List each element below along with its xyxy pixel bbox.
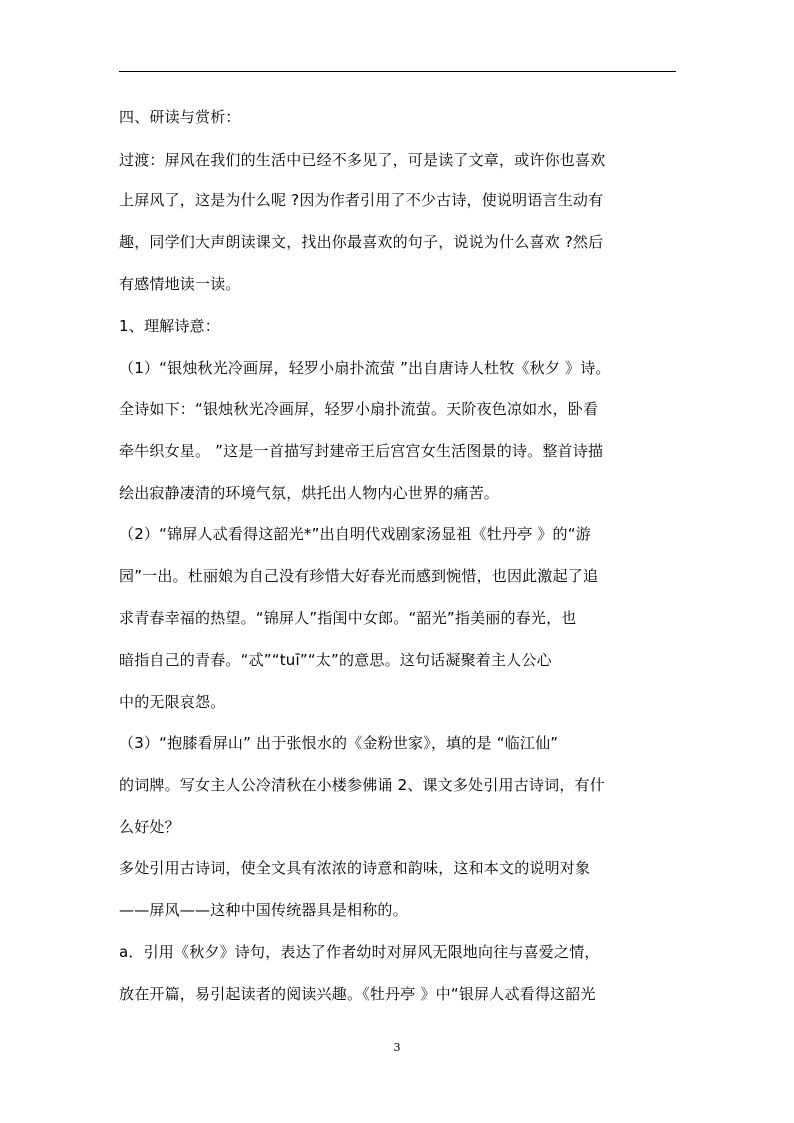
text-line: （3）“抱膝看屏山” 出于张恨水的《金粉世家》，填的是 “临江仙”	[119, 734, 559, 752]
text-line: a．引用《秋夕》诗句，表达了作者幼时对屏风无限地向往与喜爱之情，	[119, 943, 600, 961]
text-line: 趣，同学们大声朗读课文，找出你最喜欢的句子，说说为什么喜欢 ?然后	[119, 233, 604, 251]
text-line: （2）“锦屏人忒看得这韶光*”出自明代戏剧家汤显祖《牡丹亭 》的“游	[119, 525, 591, 543]
text-line: 园”一出。杜丽娘为自己没有珍惜大好春光而感到惋惜，也因此激起了追	[119, 567, 599, 585]
text-line: 放在开篇，易引起读者的阅读兴趣。《牡丹亭 》中“银屏人忒看得这韶光	[119, 985, 596, 1003]
text-line: ——屏风——这种中国传统器具是相称的。	[119, 901, 408, 919]
text-line: 1、理解诗意：	[119, 317, 220, 335]
text-line: 有感情地读一读。	[119, 275, 241, 293]
text-line: 求青春幸福的热望。“锦屏人”指闺中女郎。“韶光”指美丽的春光，也	[119, 609, 577, 627]
text-line: 全诗如下：“银烛秋光冷画屏，轻罗小扇扑流萤。天阶夜色凉如水，卧看	[119, 400, 599, 418]
text-line: 过渡：屏风在我们的生活中已经不多见了，可是读了文章，或许你也喜欢	[119, 151, 606, 169]
text-line: 么好处？	[119, 818, 180, 836]
text-line: 四、研读与赏析：	[119, 108, 241, 126]
page-number: 3	[393, 1041, 401, 1054]
text-line: 中的无限哀怨。	[119, 693, 226, 711]
text-line: 多处引用古诗词，使全文具有浓浓的诗意和韵味，这和本文的说明对象	[119, 859, 591, 877]
header-rule	[119, 71, 676, 72]
text-line: 绘出寂静凄清的环境气氛，烘托出人物内心世界的痛苦。	[119, 484, 500, 502]
text-line: 暗指自己的青春。“忒”“tuī”“太”的意思。这句话凝聚着主人公心	[119, 651, 552, 669]
text-line: 牵牛织女星。 ”这是一首描写封建帝王后宫宫女生活图景的诗。整首诗描	[119, 442, 604, 460]
text-line: 上屏风了，这是为什么呢 ?因为作者引用了不少古诗，使说明语言生动有	[119, 191, 604, 209]
text-line: 的词牌。写女主人公冷清秋在小楼参佛诵 2、课文多处引用古诗词，有什	[119, 776, 605, 794]
text-line: （1）“银烛秋光冷画屏，轻罗小扇扑流萤 ”出自唐诗人杜牧《秋夕 》诗。	[119, 359, 611, 377]
